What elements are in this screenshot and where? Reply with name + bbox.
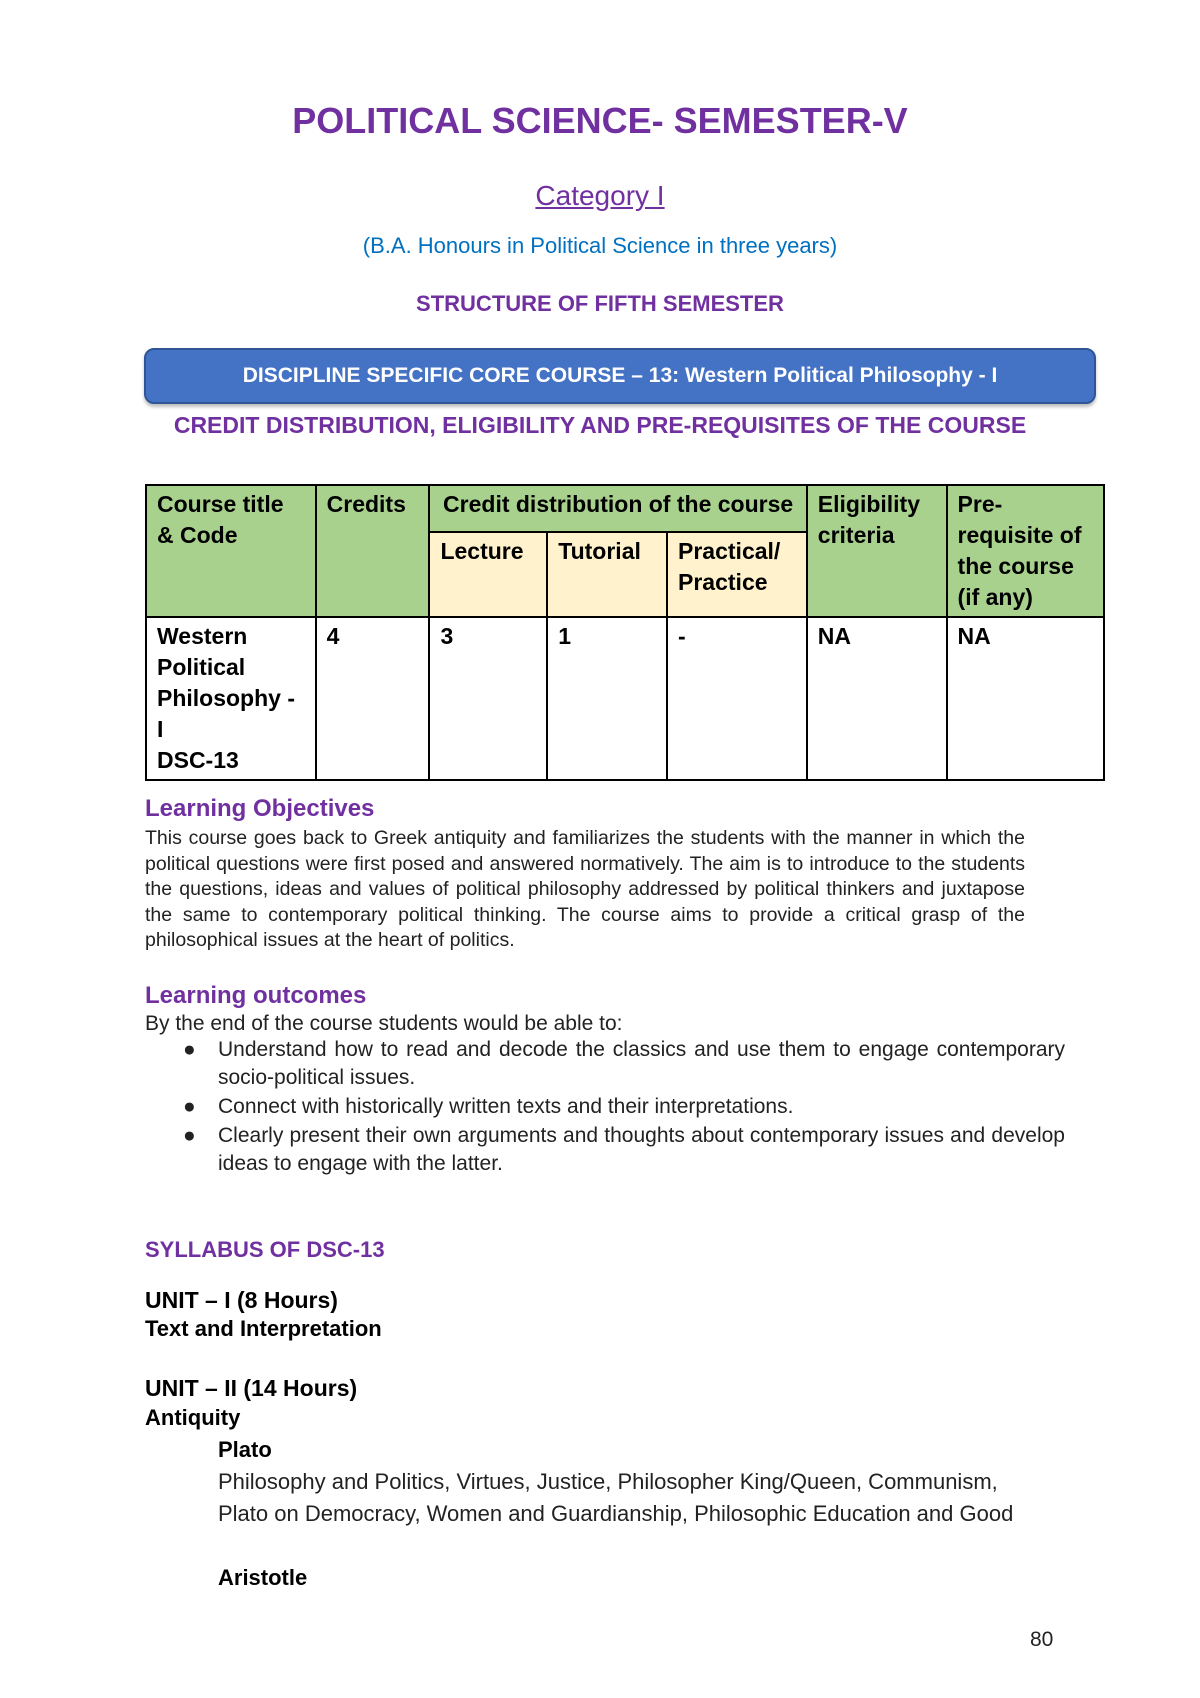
cell-tutorial: 1 [547,617,667,780]
header-lecture: Lecture [429,532,547,617]
plato-topics: Philosophy and Politics, Virtues, Justice, Philosopher King/Queen, Communism, Plato on Democracy, Women and Guardianship, Philosophic Education and Good [218,1469,1014,1526]
header-course-title: Course title & Code [146,485,316,617]
page-number: 80 [1030,1628,1054,1651]
course-name: Western Political Philosophy - I [157,623,295,742]
header-practical: Practical/ Practice [667,532,807,617]
header-eligibility: Eligibility criteria [807,485,947,617]
table-header-row [146,485,1104,532]
learning-objectives-text: This course goes back to Greek antiquity and familiarizes the students with the manner in which the political questions were first posed and answered normatively. The aim is to introduce to the students the questions, ideas and values of political philosophy addressed by political thinkers and juxtapose the same to contemporary political thinking. The course aims to provide a critical grasp of the philosophical issues at the heart of politics. [145,827,1025,951]
learning-outcomes-list [145,1036,1065,1179]
cell-practical: - [667,617,807,780]
unit-2-subtitle: Antiquity [145,1405,241,1430]
learning-outcomes-heading: Learning outcomes [145,982,367,1009]
table-row [146,617,1104,780]
cell-prerequisite: NA [947,617,1104,780]
unit-1-subtitle: Text and Interpretation [145,1316,382,1341]
bullet-icon: ● [183,1038,196,1061]
cell-eligibility: NA [807,617,947,780]
category-heading: Category I [535,180,665,211]
credit-distribution-heading: CREDIT DISTRIBUTION, ELIGIBILITY AND PRE-REQUISITES OF THE COURSE [173,412,1027,438]
syllabus-heading: SYLLABUS OF DSC-13 [145,1237,385,1262]
cell-lecture: 3 [429,617,547,780]
course-banner [144,348,1096,404]
list-item: ● Understand how to read and decode the classics and use them to engage contemporary socio-political issues. [183,1038,1065,1089]
unit-2-title: UNIT – II (14 Hours) [145,1375,358,1401]
plato-heading: Plato [218,1437,272,1462]
list-item: ● Connect with historically written texts and their interpretations. [145,1093,1065,1121]
bullet-icon: ● [183,1124,196,1147]
header-tutorial: Tutorial [547,532,667,617]
page-title: POLITICAL SCIENCE- SEMESTER-V [292,100,908,141]
list-item: ● Clearly present their own arguments and thoughts about contemporary issues and develop ideas to engage with the latter. [183,1124,1065,1175]
header-credit-distribution: Credit distribution of the course [429,485,806,532]
aristotle-heading: Aristotle [218,1565,308,1590]
header-prerequisite: Pre-requisite of the course (if any) [947,485,1104,617]
cell-credits: 4 [316,617,430,780]
course-banner-text: DISCIPLINE SPECIFIC CORE COURSE – 13: Western Political Philosophy - I [242,364,998,387]
unit-1-title: UNIT – I (8 Hours) [145,1287,338,1313]
cell-course-title [146,617,316,780]
learning-outcomes-lead: By the end of the course students would be able to: [145,1012,623,1035]
header-credits: Credits [316,485,430,617]
bullet-icon: ● [183,1095,196,1118]
course-code: DSC-13 [157,747,239,773]
learning-objectives-heading: Learning Objectives [145,795,375,822]
programme-subtitle: (B.A. Honours in Political Science in three years) [362,233,838,258]
credit-table [145,484,1105,781]
structure-heading: STRUCTURE OF FIFTH SEMESTER [416,291,784,316]
